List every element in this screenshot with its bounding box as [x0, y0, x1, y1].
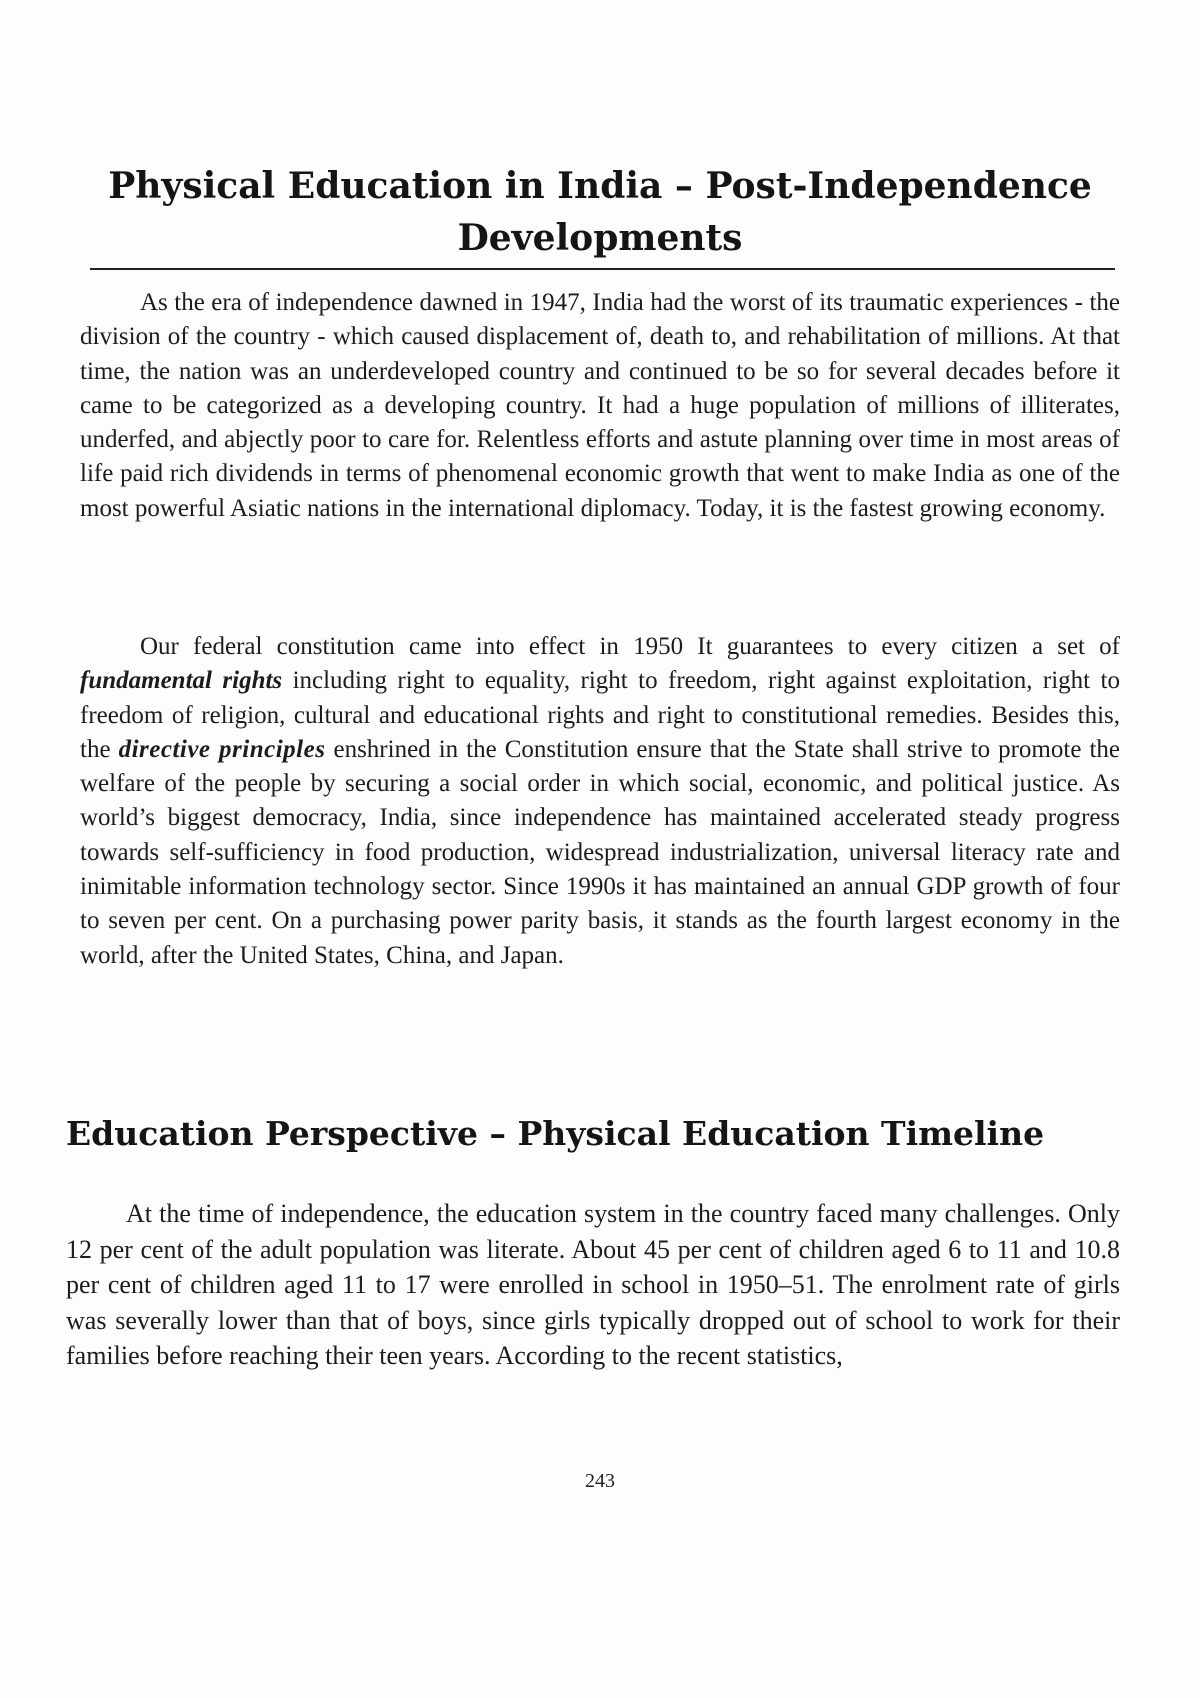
paragraph-1-text: As the era of independence dawned in 1947, India had the worst of its traumatic experiences - the division of the country - which caused displacement of, death to, and rehabilitation of millions. At that time, the nation was an underdeveloped country and continued to be so for several decades before it came to be categorized as a developing country. It had a huge population of millions of illiterates, underfed, and abjectly poor to care for. Relentless efforts and astute planning over time in most areas of life paid rich dividends in terms of phenomenal economic growth that went to make India as one of the most powerful Asiatic nations in the international diplomacy. Today, it is the fastest growing economy.: [80, 289, 1120, 522]
paragraph-3-text: At the time of independence, the education system in the country faced many challenges. Only 12 per cent of the adult population was literate. About 45 per cent of children aged 6 to 11 and 10.8 per cent of children aged 11 to 17 were enrolled in school in 1950–51. The enrolment rate of girls was severally lower than that of boys, since girls typically dropped out of school to work for their families before reaching their teen years. According to the recent statistics,: [66, 1199, 1120, 1370]
directive-principles-emphasis: directive principles: [118, 735, 326, 763]
chapter-title-line-1: Physical Education in India – Post-Independence: [108, 165, 1092, 207]
title-underline-rule: [90, 268, 1115, 270]
paragraph-2-text: [80, 630, 1120, 973]
section-heading: Education Perspective – Physical Education Timeline: [66, 1114, 1045, 1153]
paragraph-3: [66, 1196, 1120, 1374]
fundamental-rights-emphasis: fundamental rights: [80, 667, 283, 695]
paragraph-2-part-3: enshrined in the Constitution ensure that the State shall strive to promote the welfare of the people by securing a social order in which social, economic, and political justice. As world’s biggest democracy, India, since independence has maintained accelerated steady progress towards self-sufficiency in food production, widespread industrialization, universal literacy rate and inimitable information technology sector. Since 1990s it has maintained an annual GDP growth of four to seven per cent. On a purchasing power parity basis, it stands as the fourth largest economy in the world, after the United States, China, and Japan.: [80, 735, 1120, 969]
paragraph-2-part-2: including right to equality, right to freedom, right against exploitation, right to freedom of religion, cultural and educational rights and right to constitutional remedies. Besides this, the: [80, 667, 1120, 763]
chapter-title-line-2: Developments: [457, 217, 743, 259]
paragraph-1: [80, 286, 1120, 526]
paragraph-2: [80, 630, 1120, 973]
page-number: 243: [585, 1470, 615, 1492]
chapter-title: [90, 160, 1110, 264]
paragraph-2-part-1: Our federal constitution came into effect in 1950 It guarantees to every citizen a set of: [140, 633, 1120, 660]
